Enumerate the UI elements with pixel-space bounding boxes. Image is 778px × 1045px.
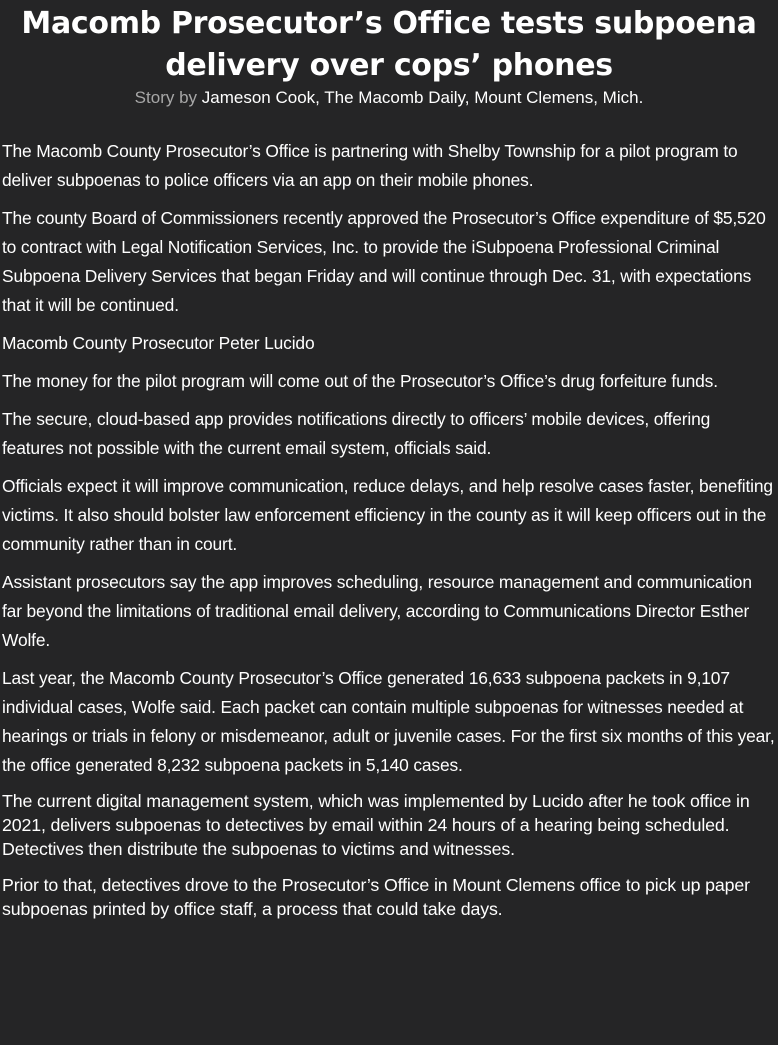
byline-label: Story by <box>134 88 198 107</box>
paragraph: The money for the pilot program will come out of the Prosecutor’s Office’s drug forfeiture funds. <box>2 371 718 391</box>
byline-author[interactable]: Jameson Cook, The Macomb Daily, Mount Clemens, Mich. <box>201 88 644 107</box>
paragraph: The secure, cloud-based app provides notifications directly to officers’ mobile devices, offering features not possible with the current email system, officials said. <box>2 409 711 458</box>
paragraph: Last year, the Macomb County Prosecutor’s Office generated 16,633 subpoena packets in 9,107 individual cases, Wolfe said. Each packet can contain multiple subpoenas for witnesses needed at hearings or trials in felony or misdemeanor, adult or juvenile cases. For the first six months of this year, the office generated 8,232 subpoena packets in 5,140 cases. <box>2 668 775 775</box>
article-headline: Macomb Prosecutor’s Office tests subpoena delivery over cops’ phones <box>21 6 757 83</box>
article-body <box>2 137 776 921</box>
photo-caption: Macomb County Prosecutor Peter Lucido <box>2 333 315 353</box>
article <box>0 3 778 921</box>
paragraph: The county Board of Commissioners recently approved the Prosecutor’s Office expenditure of $5,520 to contract with Legal Notification Services, Inc. to provide the iSubpoena Professional Criminal Subpoena Delivery Services that began Friday and will continue through Dec. 31, with expectations that it will be continued. <box>2 208 766 315</box>
paragraph: Officials expect it will improve communication, reduce delays, and help resolve cases faster, benefiting victims. It also should bolster law enforcement efficiency in the county as it will keep officers out in the community rather than in court. <box>2 476 773 554</box>
paragraph: The Macomb County Prosecutor’s Office is partnering with Shelby Township for a pilot program to deliver subpoenas to police officers via an app on their mobile phones. <box>2 141 738 190</box>
paragraph: The current digital management system, which was implemented by Lucido after he took office in 2021, delivers subpoenas to detectives by email within 24 hours of a hearing being scheduled. Detectives then distribute the subpoenas to victims and witnesses. <box>2 791 750 859</box>
paragraph: Assistant prosecutors say the app improves scheduling, resource management and communication far beyond the limitations of traditional email delivery, according to Communications Director Esther Wolfe. <box>2 572 752 650</box>
paragraph: Prior to that, detectives drove to the Prosecutor’s Office in Mount Clemens office to pick up paper subpoenas printed by office staff, a process that could take days. <box>2 875 750 919</box>
byline <box>2 87 776 109</box>
